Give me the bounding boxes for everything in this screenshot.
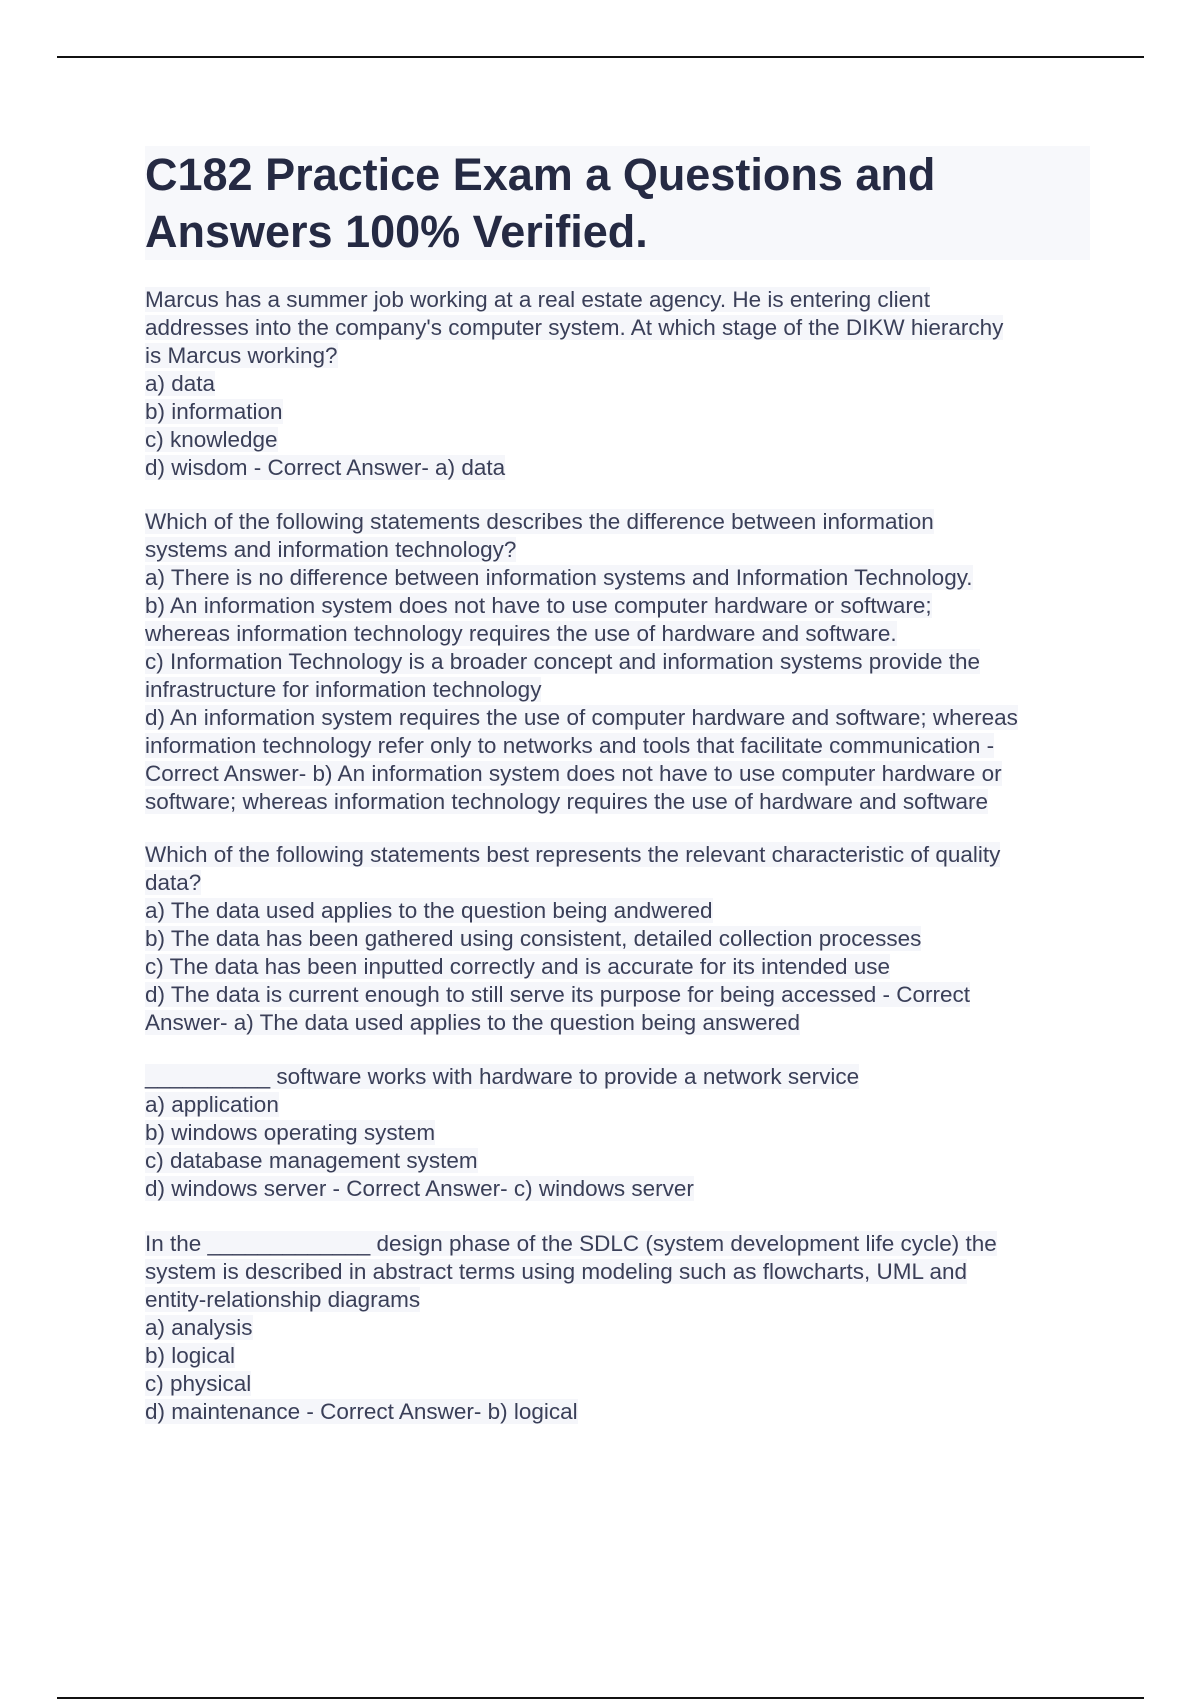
question-3 [145,841,1090,1037]
question-5 [145,1230,1090,1426]
answer-option: a) The data used applies to the question being andwered [145,898,713,923]
answer-option: c) The data has been inputted correctly and is accurate for its intended use [145,954,891,979]
answer-option: d) windows server - Correct Answer- c) windows server [145,1176,694,1201]
answer-option: d) The data is current enough to still serve its purpose for being accessed - Correct [145,982,970,1007]
top-rule [57,56,1144,58]
answer-option: a) analysis [145,1315,253,1340]
question-line: data? [145,870,202,895]
question-1 [145,286,1090,482]
title-line-1: C182 Practice Exam a Questions and [145,149,936,200]
question-line: entity-relationship diagrams [145,1287,421,1312]
answer-option: Correct Answer- b) An information system does not have to use computer hardware or [145,761,1002,786]
answer-option: c) Information Technology is a broader concept and information systems provide the [145,649,981,674]
answer-option: b) logical [145,1343,236,1368]
answer-option: c) knowledge [145,427,278,452]
question-line: Which of the following statements best represents the relevant characteristic of quality [145,842,1001,867]
answer-option: d) wisdom - Correct Answer- a) data [145,455,506,480]
answer-option: c) database management system [145,1148,478,1173]
answer-option: d) maintenance - Correct Answer- b) logical [145,1399,578,1424]
question-line: system is described in abstract terms using modeling such as flowcharts, UML and [145,1259,968,1284]
question-4 [145,1063,1090,1203]
question-line: In the _____________ design phase of the SDLC (system development life cycle) the [145,1231,997,1256]
answer-option: information technology refer only to networks and tools that facilitate communication - [145,733,995,758]
question-line: addresses into the company's computer system. At which stage of the DIKW hierarchy [145,315,1004,340]
question-line: systems and information technology? [145,537,517,562]
answer-option: a) application [145,1092,279,1117]
question-line: Which of the following statements describes the difference between information [145,509,934,534]
title-line-2: Answers 100% Verified. [145,206,648,257]
answer-option: a) data [145,371,216,396]
answer-option: a) There is no difference between information systems and Information Technology. [145,565,973,590]
answer-option: c) physical [145,1371,252,1396]
question-line: is Marcus working? [145,343,338,368]
answer-option: infrastructure for information technology [145,677,542,702]
answer-option: Answer- a) The data used applies to the question being answered [145,1010,801,1035]
answer-option: b) windows operating system [145,1120,436,1145]
document-body [145,146,1090,1426]
question-2 [145,508,1090,816]
answer-option: b) The data has been gathered using consistent, detailed collection processes [145,926,922,951]
answer-option: whereas information technology requires the use of hardware and software. [145,621,897,646]
question-line: __________ software works with hardware to provide a network service [145,1064,860,1089]
answer-option: d) An information system requires the use of computer hardware and software; whereas [145,705,1018,730]
document-title [145,146,1090,260]
answer-option: b) An information system does not have to use computer hardware or software; [145,593,932,618]
bottom-rule [57,1697,1144,1699]
answer-option: b) information [145,399,283,424]
question-line: Marcus has a summer job working at a real estate agency. He is entering client [145,287,930,312]
answer-option: software; whereas information technology requires the use of hardware and software [145,789,988,814]
